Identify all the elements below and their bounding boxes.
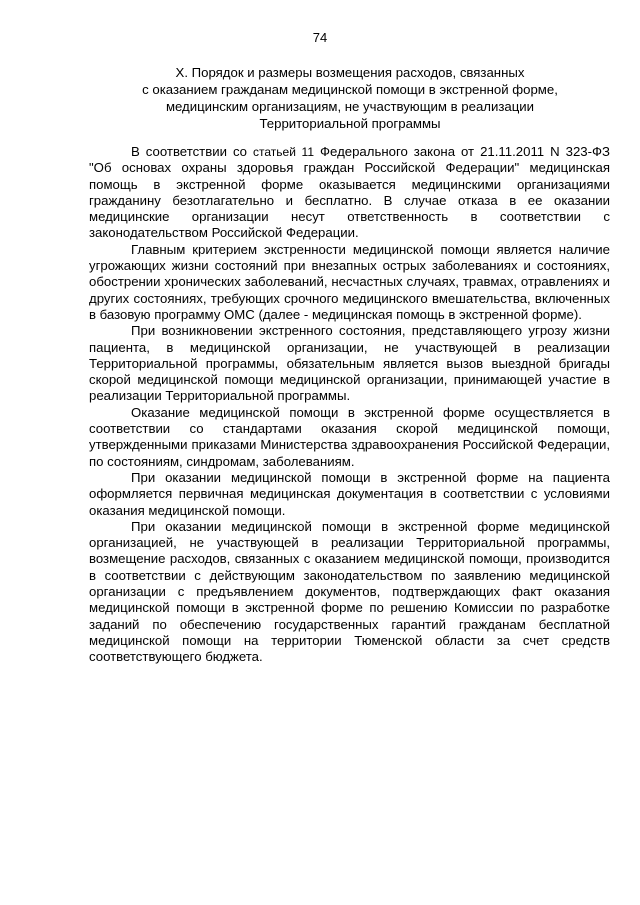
paragraph-legal-basis [89, 144, 610, 242]
paragraph-documentation: При оказании медицинской помощи в экстренной форме на пациента оформляется первичная медицинская документация в соответствии с условиями оказания медицинской помощи. [89, 469, 610, 518]
paragraph-standards: Оказание медицинской помощи в экстренной форме осуществляется в соответствии со стандартами оказания скорой медицинской помощи, утвержденными приказами Министерства здравоохранения Российской Федерации, по состояниям, синдромам, заболеваниям. [89, 404, 610, 469]
paragraph-text: В соответствии со [131, 144, 253, 159]
paragraph-emergency-call: При возникновении экстренного состояния, представляющего угрозу жизни пациента, в медицинской организации, не участвующей в реализации Территориальной программы, обязательным является вызов выездной бригады скорой медицинской помощи медицинской организации, принимающей участие в реализации Территориальной программы. [89, 323, 610, 404]
paragraph-criteria: Главным критерием экстренности медицинской помощи является наличие угрожающих жизни состояний при внезапных острых заболеваниях и состояниях, обострении хронических заболеваний, несчастных случаях, травмах, отравлениях и других состояниях, требующих срочного медицинского вмешательства, включенных в базовую программу ОМС (далее - медицинская помощь в экстренной форме). [89, 241, 610, 322]
law-article-link[interactable]: статьей 11 [253, 145, 315, 159]
section-title-line: с оказанием гражданам медицинской помощи в экстренной форме, [142, 82, 558, 97]
section-title-line: медицинским организациям, не участвующим в реализации [165, 99, 535, 114]
paragraph-reimbursement: При оказании медицинской помощи в экстренной форме медицинской организацией, не участвующей в реализации Территориальной программы, возмещение расходов, связанных с оказанием медицинской помощи, производится в соответствии с действующим законодательством по заявлению медицинской организации с предъявлением документов, подтверждающих факт оказания медицинской помощи в экстренной форме по решению Комиссии по разработке заданий по обеспечению государственных гарантий гражданам бесплатной медицинской помощи на территории Тюменской области за счет средств соответствующего бюджета. [89, 518, 610, 665]
section-title [90, 64, 610, 132]
section-title-line: X. Порядок и размеры возмещения расходов, связанных [175, 65, 525, 80]
document-body [89, 144, 610, 666]
paragraph-text: Федерального закона от 21.11.2011 N 323-ФЗ "Об основах охраны здоровья граждан Российской Федерации" медицинская помощь в экстренной форме оказывается медицинскими организациями гражданину безотлагательно и бесплатно. В случае отказа в ее оказании медицинские организации несут ответственность в соответствии с законодательством Российской Федерации. [89, 144, 611, 241]
section-title-line: Территориальной программы [259, 116, 441, 131]
page-number: 74 [312, 30, 328, 45]
